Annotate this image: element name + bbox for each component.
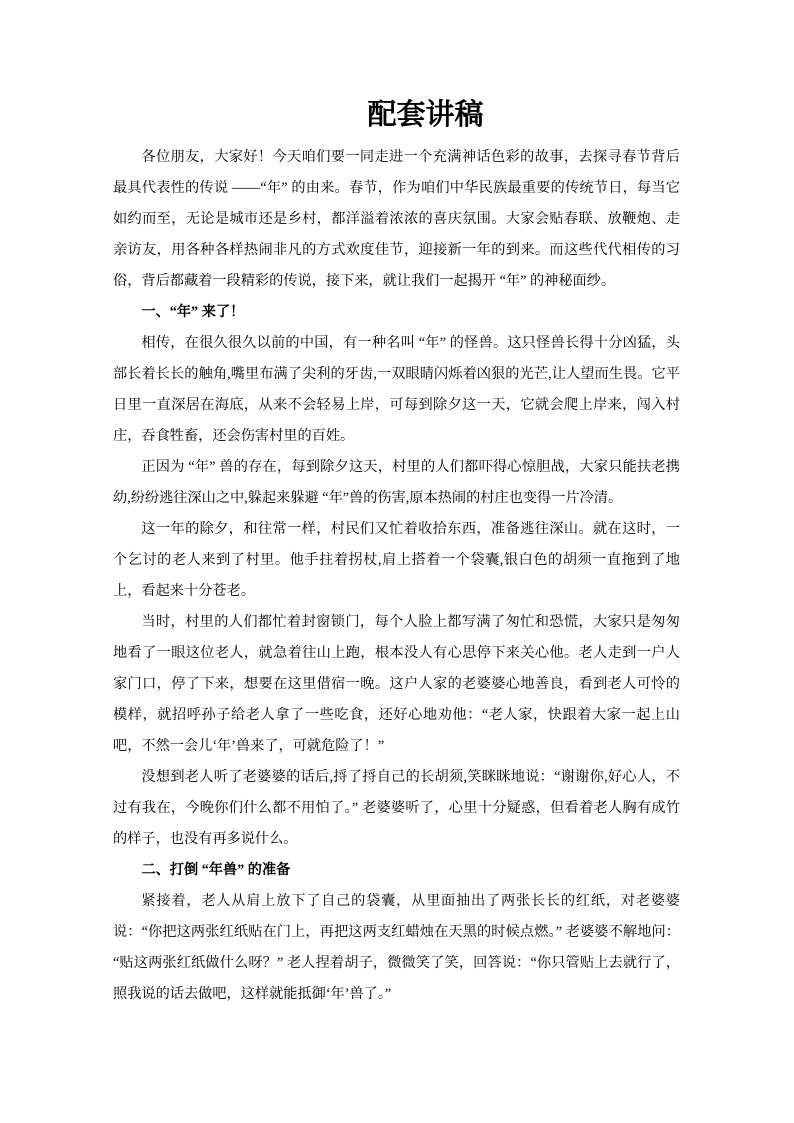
paragraph: 相传，在很久很久以前的中国，有一种名叫 “年” 的怪兽。这只怪兽长得十分凶猛，头部长着长长的触角,嘴里布满了尖利的牙齿,一双眼睛闪烁着凶狠的光芒,让人望而生畏。它平日里一直深居在海底，从来不会轻易上岸，可每到除夕这一天，它就会爬上岸来，闯入村庄，吞食牲畜，还会伤害村里的百姓。 [113, 335, 680, 444]
section-heading: 一、“年” 来了！ [141, 304, 245, 320]
paragraph: 没想到老人听了老婆婆的话后,捋了捋自己的长胡须,笑眯眯地说：“谢谢你,好心人，不过有我在，今晚你们什么都不用怕了。” 老婆婆听了，心里十分疑惑，但看着老人胸有成竹的样子，也没有再多说什么。 [113, 769, 680, 847]
paragraph: 这一年的除夕，和往常一样，村民们又忙着收拾东西，准备逃往深山。就在这时，一个乞讨的老人来到了村里。他手拄着拐杖,肩上搭着一个袋囊,银白色的胡须一直拖到了地上，看起来十分苍老。 [113, 521, 680, 599]
paragraph: 各位朋友，大家好！今天咱们要一同走进一个充满神话色彩的故事，去探寻春节背后最具代表性的传说 ——“年” 的由来。春节，作为咱们中华民族最重要的传统节日，每当它如约而至，无论是城市还是乡村，都洋溢着浓浓的喜庆氛围。大家会贴春联、放鞭炮、走亲访友，用各种各样热闹非凡的方式欢度佳节，迎接新一年的到来。而这些代代相传的习俗，背后都藏着一段精彩的传说，接下来，就让我们一起揭开 “年” 的神秘面纱。 [113, 149, 680, 289]
paragraph: 正因为 “年” 兽的存在，每到除夕这天，村里的人们都吓得心惊胆战，大家只能扶老携幼,纷纷逃往深山之中,躲起来躲避 “年”兽的伤害,原本热闹的村庄也变得一片冷清。 [113, 459, 680, 506]
page-title: 配套讲稿 [367, 99, 484, 131]
paragraph: 紧接着，老人从肩上放下了自己的袋囊，从里面抽出了两张长长的红纸，对老婆婆说：“你把这两张红纸贴在门上，再把这两支红蜡烛在天黑的时候点燃。” 老婆婆不解地问：“贴这两张红纸做什么呀？” 老人捏着胡子，微微笑了笑，回答说：“你只管贴上去就行了，照我说的话去做吧，这样就能抵御‘年’兽了。” [113, 893, 680, 1002]
paragraph: 当时，村里的人们都忙着封窗锁门，每个人脸上都写满了匆忙和恐慌，大家只是匆匆地看了一眼这位老人，就急着往山上跑，根本没人有心思停下来关心他。老人走到一户人家门口，停了下来，想要在这里借宿一晚。这户人家的老婆婆心地善良，看到老人可怜的模样，就招呼孙子给老人拿了一些吃食，还好心地劝他：“老人家，快跟着大家一起上山吧，不然一会儿‘年’兽来了，可就危险了！” [113, 614, 680, 754]
document-body [113, 142, 680, 1010]
section-heading: 二、打倒 “年兽” 的准备 [141, 862, 291, 878]
